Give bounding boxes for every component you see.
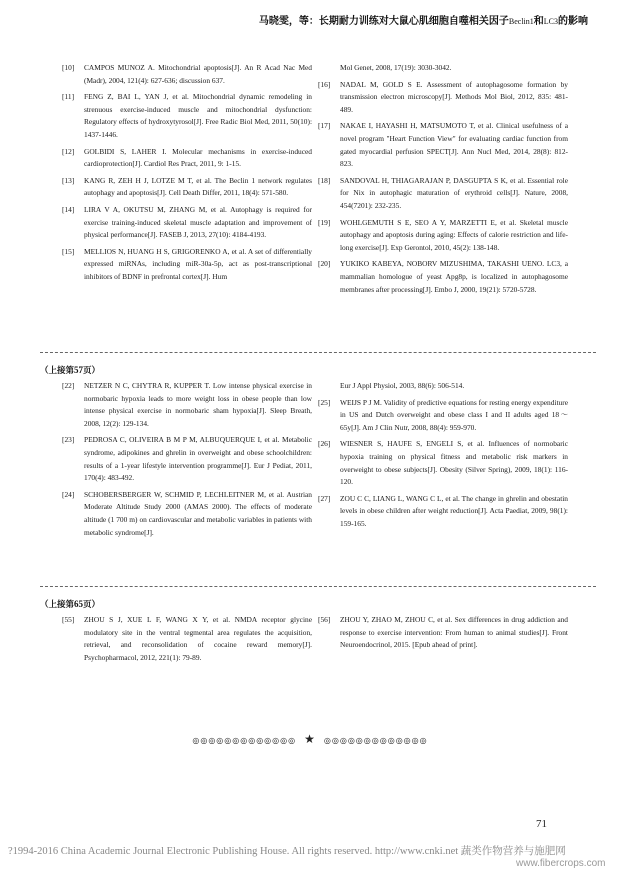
reference-number: [24]: [62, 489, 75, 499]
reference-text: WIESNER S, HAUFE S, ENGELI S, et al. Influences of normobaric hypoxia training on physical fitness and metabolic risk markers in overweight to obese subjects[J]. Obesity (Silver Spring), 2009, 18(1): 116-120.: [340, 439, 568, 487]
reference-item: [62, 62, 312, 87]
reference-item: [318, 493, 568, 531]
reference-text: WOHLGEMUTH S E, SEO A Y, MARZETTI E, et al. Skeletal muscle autophagy and apoptosis during aging: Effects of calorie restriction and life-long exercise[J]. Exp Gerontol, 2010, 45(2): 138-148.: [340, 217, 568, 252]
reference-item: [318, 120, 568, 170]
reference-text: PEDROSA C, OLIVEIRA B M P M, ALBUQUERQUE I, et al. Metabolic syndrome, adipokines and ghrelin in overweight and obese schoolchildren: results of a 1-year lifestyle intervention programme[J]. Eur J Pediat, 2011, 170(4): 483-492.: [84, 435, 312, 483]
reference-text: FENG Z, BAI L, YAN J, et al. Mitochondrial dynamic remodeling in strenuous exercise-induced muscle and mitochondrial dysfunction: Regulatory effects of hydroxytyrosol[J]. Free Radic Biol Med, 2011, 50(10): 1437-1446.: [84, 92, 312, 139]
reference-text: ZHOU Y, ZHAO M, ZHOU C, et al. Sex differences in drug addiction and response to exercise intervention: From human to animal studies[J]. Front Neuroendocrinol, 2015. [Epub ahead of print].: [340, 615, 568, 650]
reference-item: [62, 204, 312, 242]
label-page: 57: [74, 365, 84, 375]
reference-item: [62, 489, 312, 539]
reference-item: [318, 614, 568, 652]
reference-item: [318, 79, 568, 117]
header-gene1: Beclin1: [508, 17, 534, 26]
reference-item: [318, 258, 568, 296]
reference-number: [10]: [62, 63, 75, 72]
reference-number: [14]: [62, 204, 75, 214]
reference-text: YUKIKO KABEYA, NOBORV MIZUSHIMA, TAKASHI UENO. LC3, a mammalian homologue of yeast Apg8p, is localized in autophagosome membranes after processing[J]. Embo J, 2000, 19(21): 5720-5728.: [340, 259, 568, 294]
section-divider: [40, 352, 596, 353]
reference-number: [55]: [62, 615, 75, 624]
reference-number: [12]: [62, 146, 75, 156]
header-authors: 马晓雯，等: [258, 16, 309, 27]
reference-number: [11]: [62, 92, 75, 102]
running-header: [40, 12, 588, 27]
page-number: 71: [536, 818, 547, 830]
header-title-a: ：长期耐力训练对大鼠心肌细胞自噬相关因子: [308, 16, 509, 27]
section-divider: [40, 586, 596, 587]
label-prefix: （上接第: [40, 365, 75, 375]
header-and: 和: [533, 16, 544, 27]
reference-item: [318, 397, 568, 435]
label-prefix: （上接第: [40, 599, 75, 609]
label-page: 65: [74, 599, 84, 609]
reference-text: SCHOBERSBERGER W, SCHMID P, LECHLEITNER M, et al. Austrian Moderate Altitude Study 2000 (AMAS 2000). The effects of moderate altitude (1 700 m) on cardiovascular and metabolic variables in patients with metabolic syndrome[J].: [84, 489, 312, 537]
header-title-b: 的影响: [558, 16, 588, 27]
reference-text: GOLBIDI S, LAHER I. Molecular mechanisms in exercise-induced cardioprotection[J]. Cardiol Res Pract, 2011, 9: 1-15.: [84, 146, 312, 169]
reference-text: SANDOVAL H, THIAGARAJAN P, DASGUPTA S K, et al. Essential role for Nix in autophagic maturation of erythroid cells[J]. Nature, 2008, 454(7201): 232-235.: [340, 175, 568, 210]
reference-item: [318, 175, 568, 213]
refs-section3-left: [62, 614, 312, 668]
refs-section2-right: [318, 380, 568, 535]
reference-text: CAMPOS MUNOZ A. Mitochondrial apoptosis[J]. An R Acad Nac Med (Madr), 2004, 121(4): 627-636; discussion 637.: [84, 63, 312, 85]
reference-number: [19]: [318, 217, 331, 227]
reference-text: WEIJS P J M. Validity of predictive equations for resting energy expenditure in US and Dutch overweight and obese class I and II adults aged 18～65y[J]. Am J Clin Nutr, 2008, 88(4): 959-970.: [340, 397, 568, 432]
reference-number: [16]: [318, 79, 331, 89]
reference-number: [18]: [318, 175, 331, 185]
reference-number: [17]: [318, 121, 331, 131]
ornament-left: ◎◎◎◎◎◎◎◎◎◎◎◎◎: [192, 736, 297, 745]
reference-text: ZHOU S J, XUE L F, WANG X Y, et al. NMDA receptor glycine modulatory site in the ventral tegmental area regulates the acquisition, retrieval, and reconsolidation of cocaine reward memory[J]. Psychopharmacol, 2012, 221(1): 79-89.: [84, 615, 312, 662]
refs-section3-right: [318, 614, 568, 656]
refs-section1-left: [62, 62, 312, 288]
reference-item: [62, 91, 312, 141]
reference-text: KANG R, ZEH H J, LOTZE M T, et al. The Beclin 1 network regulates autophagy and apoptosis[J]. Cell Death Differ, 2011, 18(4): 571-580.: [84, 175, 312, 198]
reference-text: LIRA V A, OKUTSU M, ZHANG M, et al. Autophagy is required for exercise training-induced skeletal muscle adaptation and improvement of physical performance[J]. FASEB J, 2013, 27(10): 4184-4193.: [84, 204, 312, 240]
reference-text: ZOU C C, LIANG L, WANG C L, et al. The change in ghrelin and obestatin levels in obese children after weight reduction[J]. Acta Paediat, 2009, 98(1): 159-165.: [340, 493, 568, 528]
header-gene2: LC3: [543, 17, 558, 26]
reference-text: NETZER N C, CHYTRA R, KUPPER T. Low intense physical exercise in normobaric hypoxia leads to more weight loss in obese people than low intense physical exercise in normobaric sham hypoxia[J]. Sleep Breath, 2008, 12(2): 129-134.: [84, 381, 312, 428]
reference-number: [25]: [318, 397, 331, 407]
reference-item: [62, 614, 312, 664]
label-suffix: 页）: [83, 365, 101, 375]
reference-number: [26]: [318, 439, 331, 449]
reference-continuation: Eur J Appl Physiol, 2003, 88(6): 506-514.: [340, 381, 465, 390]
refs-section2-left: [62, 380, 312, 543]
reference-item: [62, 146, 312, 171]
reference-continuation: Mol Genet, 2008, 17(19): 3030-3042.: [340, 63, 452, 72]
label-suffix: 页）: [83, 599, 101, 609]
reference-item: [318, 438, 568, 488]
reference-number: [23]: [62, 435, 75, 445]
reference-number: [20]: [318, 259, 331, 269]
reference-number: [56]: [318, 615, 331, 624]
reference-item: [62, 380, 312, 430]
ornament-divider: [170, 732, 450, 747]
reference-item: [62, 246, 312, 284]
reference-number: [15]: [62, 246, 75, 256]
reference-item: [62, 434, 312, 484]
continued-from-label: [40, 598, 100, 610]
reference-text: NADAL M, GOLD S E. Assessment of autophagosome formation by transmission electron microscopy[J]. Methods Mol Biol, 2012, 835: 481-489.: [340, 79, 568, 114]
reference-item: [62, 175, 312, 200]
reference-number: [13]: [62, 175, 75, 185]
continued-from-label: [40, 364, 100, 376]
reference-text: NAKAE I, HAYASHI H, MATSUMOTO T, et al. Clinical usefulness of a novel program "Heart Function View" for evaluating cardiac function from gated myocardial perfusion SPECT[J]. Ann Nucl Med, 2014, 28(8): 812-823.: [340, 121, 568, 169]
refs-section1-right: [318, 62, 568, 300]
copyright-footer: ?1994-2016 China Academic Journal Electronic Publishing House. All rights reserved. http://www.cnki.net 蔬类作物营养与施肥网: [8, 846, 566, 857]
reference-text: MELLIOS N, HUANG H S, GRIGORENKO A, et al. A set of differentially expressed miRNAs, including miR-30a-5p, act as post-transcriptional inhibitors of BDNF in prefrontal cortex[J]. Hum: [84, 246, 312, 281]
reference-number: [22]: [62, 381, 75, 390]
ornament-right: ◎◎◎◎◎◎◎◎◎◎◎◎◎: [323, 736, 428, 745]
reference-number: [27]: [318, 493, 331, 503]
reference-item: [318, 217, 568, 255]
star-icon: ★: [304, 732, 316, 746]
watermark-url: www.fibercrops.com: [516, 858, 606, 869]
